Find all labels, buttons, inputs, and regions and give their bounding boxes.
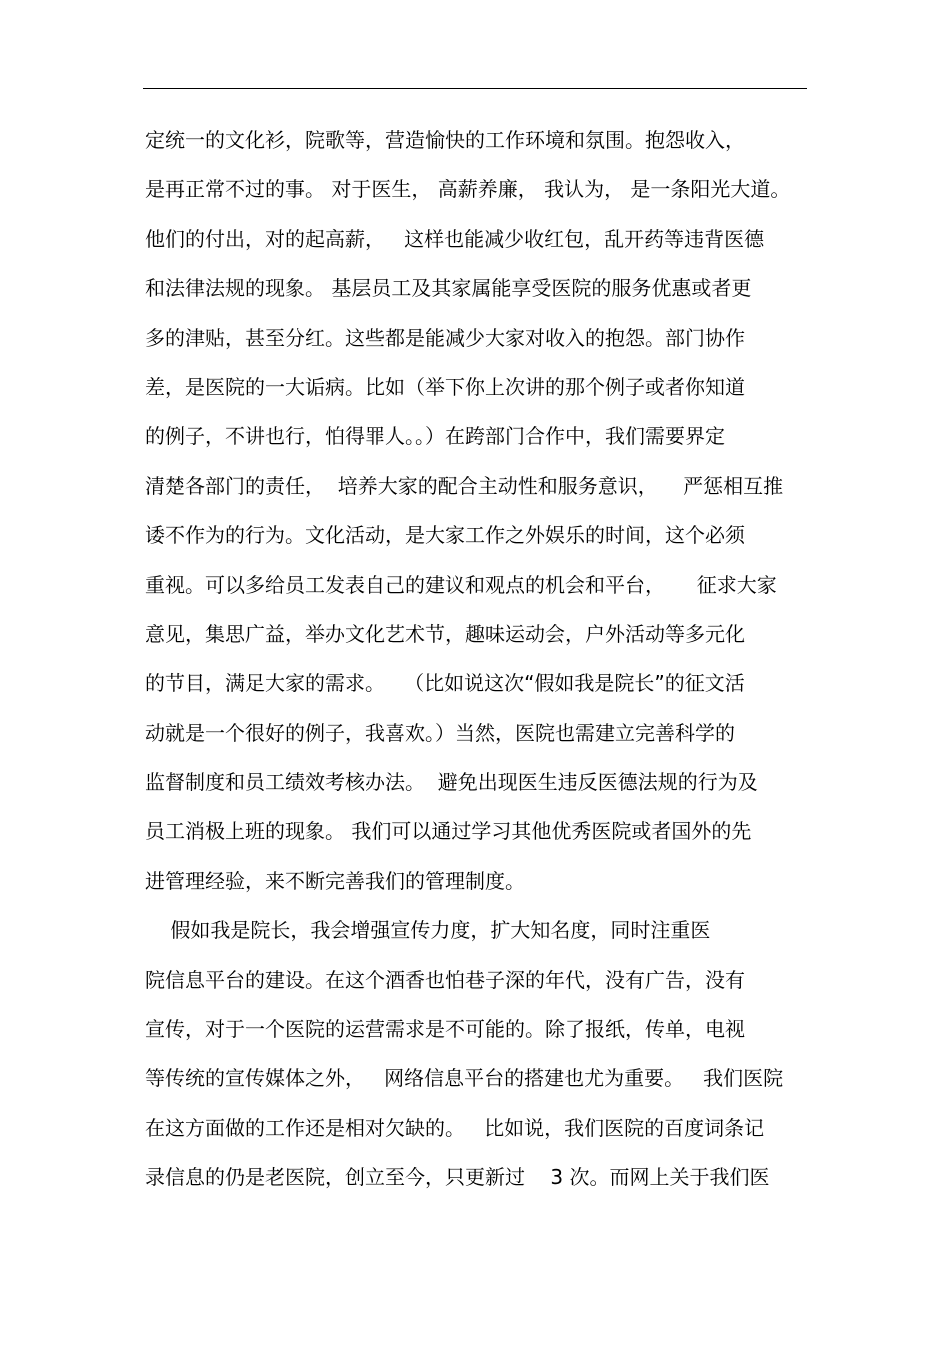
paragraph-first-line: 假如我是院长，我会增强宣传力度，扩大知名度，同时注重医	[145, 918, 711, 943]
text-line: 重视。可以多给员工发表自己的建议和观点的机会和平台， 征求大家	[145, 572, 777, 597]
text-line: 诿不作为的行为。文化活动，是大家工作之外娱乐的时间，这个必须	[145, 523, 745, 548]
text-line: 宣传，对于一个医院的运营需求是不可能的。除了报纸，传单，电视	[145, 1017, 745, 1042]
text-line: 录信息的仍是老医院，创立至今，只更新过 3 次。而网上关于我们医	[145, 1165, 770, 1190]
text-line: 清楚各部门的责任， 培养大家的配合主动性和服务意识， 严惩相互推	[145, 473, 784, 498]
text-line: 差，是医院的一大诟病。比如（举下你上次讲的那个例子或者你知道	[145, 374, 745, 399]
text-line: 动就是一个很好的例子，我喜欢。）当然，医院也需建立完善科学的	[145, 720, 735, 745]
text-line: 和法律法规的现象。 基层员工及其家属能享受医院的服务优惠或者更	[145, 276, 752, 301]
text-line: 等传统的宣传媒体之外， 网络信息平台的搭建也尤为重要。 我们医院	[145, 1066, 784, 1091]
text-line: 他们的付出，对的起高薪， 这样也能减少收红包，乱开药等违背医德	[145, 226, 765, 251]
text-line: 的节目，满足大家的需求。 （比如说这次“假如我是院长”的征文活	[145, 671, 745, 696]
text-line: 定统一的文化衫，院歌等，营造愉快的工作环境和氛围。抱怨收入，	[145, 128, 745, 152]
text-line: 员工消极上班的现象。 我们可以通过学习其他优秀医院或者国外的先	[145, 819, 752, 844]
text-line: 院信息平台的建设。在这个酒香也怕巷子深的年代，没有广告，没有	[145, 967, 745, 992]
text-line: 意见，集思广益，举办文化艺术节，趣味运动会，户外活动等多元化	[145, 621, 745, 646]
text-line: 多的津贴，甚至分红。这些都是能减少大家对收入的抱怨。部门协作	[145, 325, 745, 350]
body-text	[145, 120, 805, 1207]
text-line: 是再正常不过的事。 对于医生， 高薪养廉， 我认为， 是一条阳光大道。	[145, 177, 791, 202]
header-rule	[143, 88, 807, 89]
text-line: 监督制度和员工绩效考核办法。 避免出现医生违反医德法规的行为及	[145, 770, 758, 795]
text-line: 在这方面做的工作还是相对欠缺的。 比如说，我们医院的百度词条记	[145, 1115, 765, 1140]
text-line: 的例子，不讲也行，怕得罪人。。）在跨部门合作中，我们需要界定	[145, 424, 725, 449]
text-line: 进管理经验，来不断完善我们的管理制度。	[145, 868, 525, 893]
